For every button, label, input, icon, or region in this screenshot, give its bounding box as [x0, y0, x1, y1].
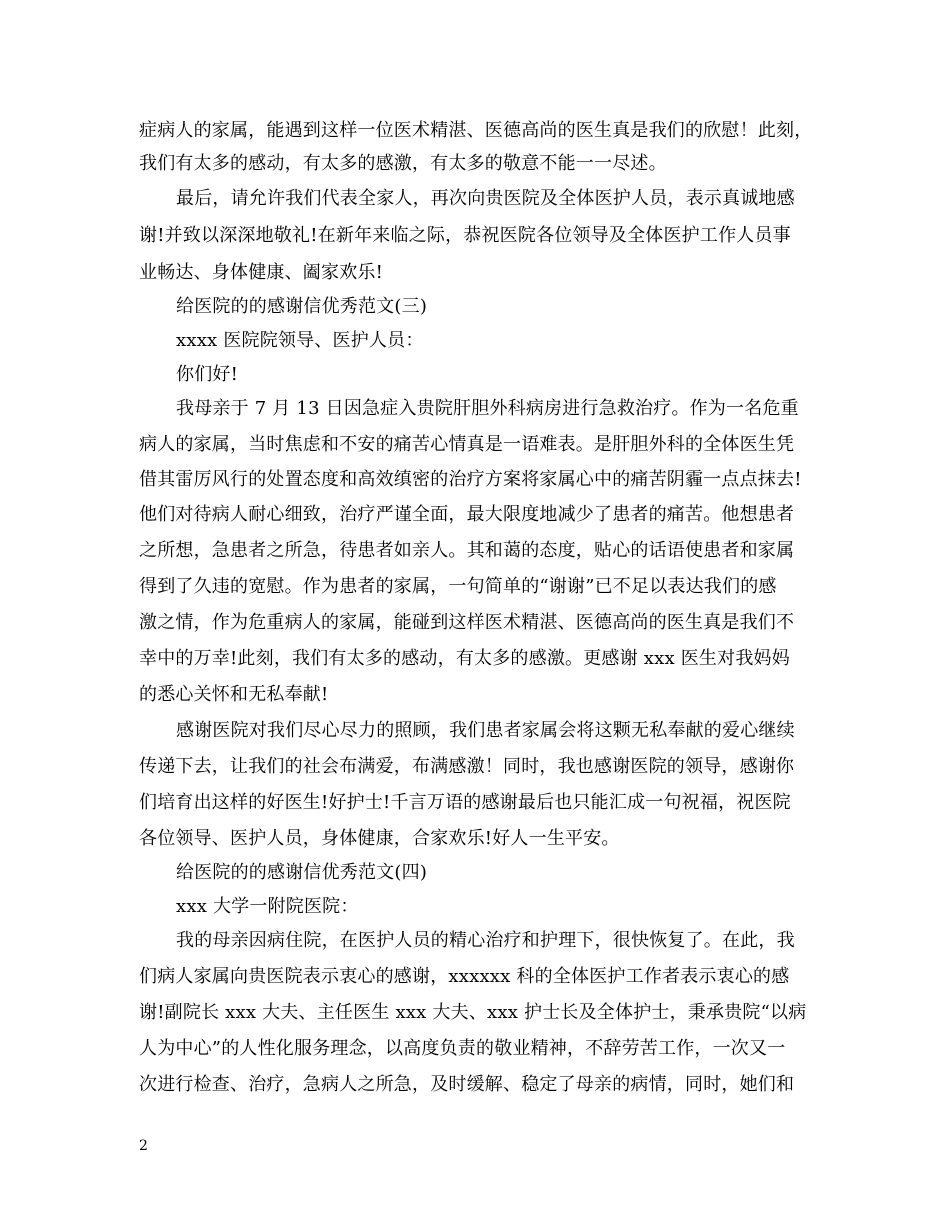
text-line: 幸中的万幸!此刻，我们有太多的感动，有太多的感激。更感谢 xxx 医生对我妈妈 [139, 648, 790, 669]
salutation: xxx 大学一附院医院： [176, 896, 359, 917]
text-line: 各位领导、医护人员，身体健康，合家欢乐!好人一生平安。 [139, 828, 620, 849]
text-line: 之所想，急患者之所急，待患者如亲人。其和蔼的态度，贴心的话语使患者和家属 [139, 540, 795, 561]
text-line: 业畅达、身体健康、阖家欢乐! [139, 262, 384, 283]
text-line: 人为中心”的人性化服务理念，以高度负责的敬业精神，不辞劳苦工作，一次又一 [139, 1038, 786, 1059]
text-line: 激之情，作为危重病人的家属，能碰到这样医术精湛、医德高尚的医生真是我们不 [139, 612, 795, 633]
text-line: 他们对待病人耐心细致，治疗严谨全面，最大限度地减少了患者的痛苦。他想患者 [139, 504, 795, 525]
text-line: 谢!副院长 xxx 大夫、主任医生 xxx 大夫、xxx 护士长及全体护士，秉承贵院“以病 [139, 1002, 807, 1023]
text-line: 最后，请允许我们代表全家人，再次向贵医院及全体医护人员，表示真诚地感 [176, 188, 795, 209]
salutation: xxxx 医院院领导、医护人员： [176, 330, 424, 351]
text-line: 传递下去，让我们的社会布满爱，布满感激！同时，我也感谢医院的领导，感谢你 [139, 756, 795, 777]
section-heading: 给医院的的感谢信优秀范文(四) [176, 862, 428, 883]
page-number: 2 [139, 1138, 148, 1154]
text-line: 们病人家属向贵医院表示衷心的感谢，xxxxxx 科的全体医护工作者表示衷心的感 [139, 966, 790, 987]
text-line: 谢!并致以深深地敬礼!在新年来临之际，恭祝医院各位领导及全体医护工作人员事 [139, 225, 791, 246]
text-line: 借其雷厉风行的处置态度和高效缜密的治疗方案将家属心中的痛苦阴霾一点点抹去! [139, 469, 802, 490]
text-line: 次进行检查、治疗，急病人之所急，及时缓解、稳定了母亲的病情，同时，她们和 [139, 1074, 795, 1095]
text-line: 感谢医院对我们尽心尽力的照顾，我们患者家属会将这颗无私奉献的爱心继续 [176, 720, 795, 741]
text-line: 症病人的家属，能遇到这样一位医术精湛、医德高尚的医生真是我们的欣慰！此刻， [139, 120, 813, 141]
text-line: 的悉心关怀和无私奉献! [139, 684, 329, 705]
text-line: 们培育出这样的好医生!好护士!千言万语的感谢最后也只能汇成一句祝福，祝医院 [139, 792, 791, 813]
text-line: 得到了久违的宽慰。作为患者的家属，一句简单的“谢谢”已不足以表达我们的感 [139, 576, 777, 597]
text-line: 我母亲于 7 月 13 日因急症入贵院肝胆外科病房进行急救治疗。作为一名危重 [176, 398, 799, 419]
text-line: 我的母亲因病住院，在医护人员的精心治疗和护理下，很快恢复了。在此，我 [176, 930, 795, 951]
text-line: 病人的家属，当时焦虑和不安的痛苦心情真是一语难表。是肝胆外科的全体医生凭 [139, 434, 795, 455]
text-line: 我们有太多的感动，有太多的感激，有太多的敬意不能一一尽述。 [139, 153, 667, 174]
section-heading: 给医院的的感谢信优秀范文(三) [176, 296, 428, 317]
greeting: 你们好! [176, 364, 239, 385]
